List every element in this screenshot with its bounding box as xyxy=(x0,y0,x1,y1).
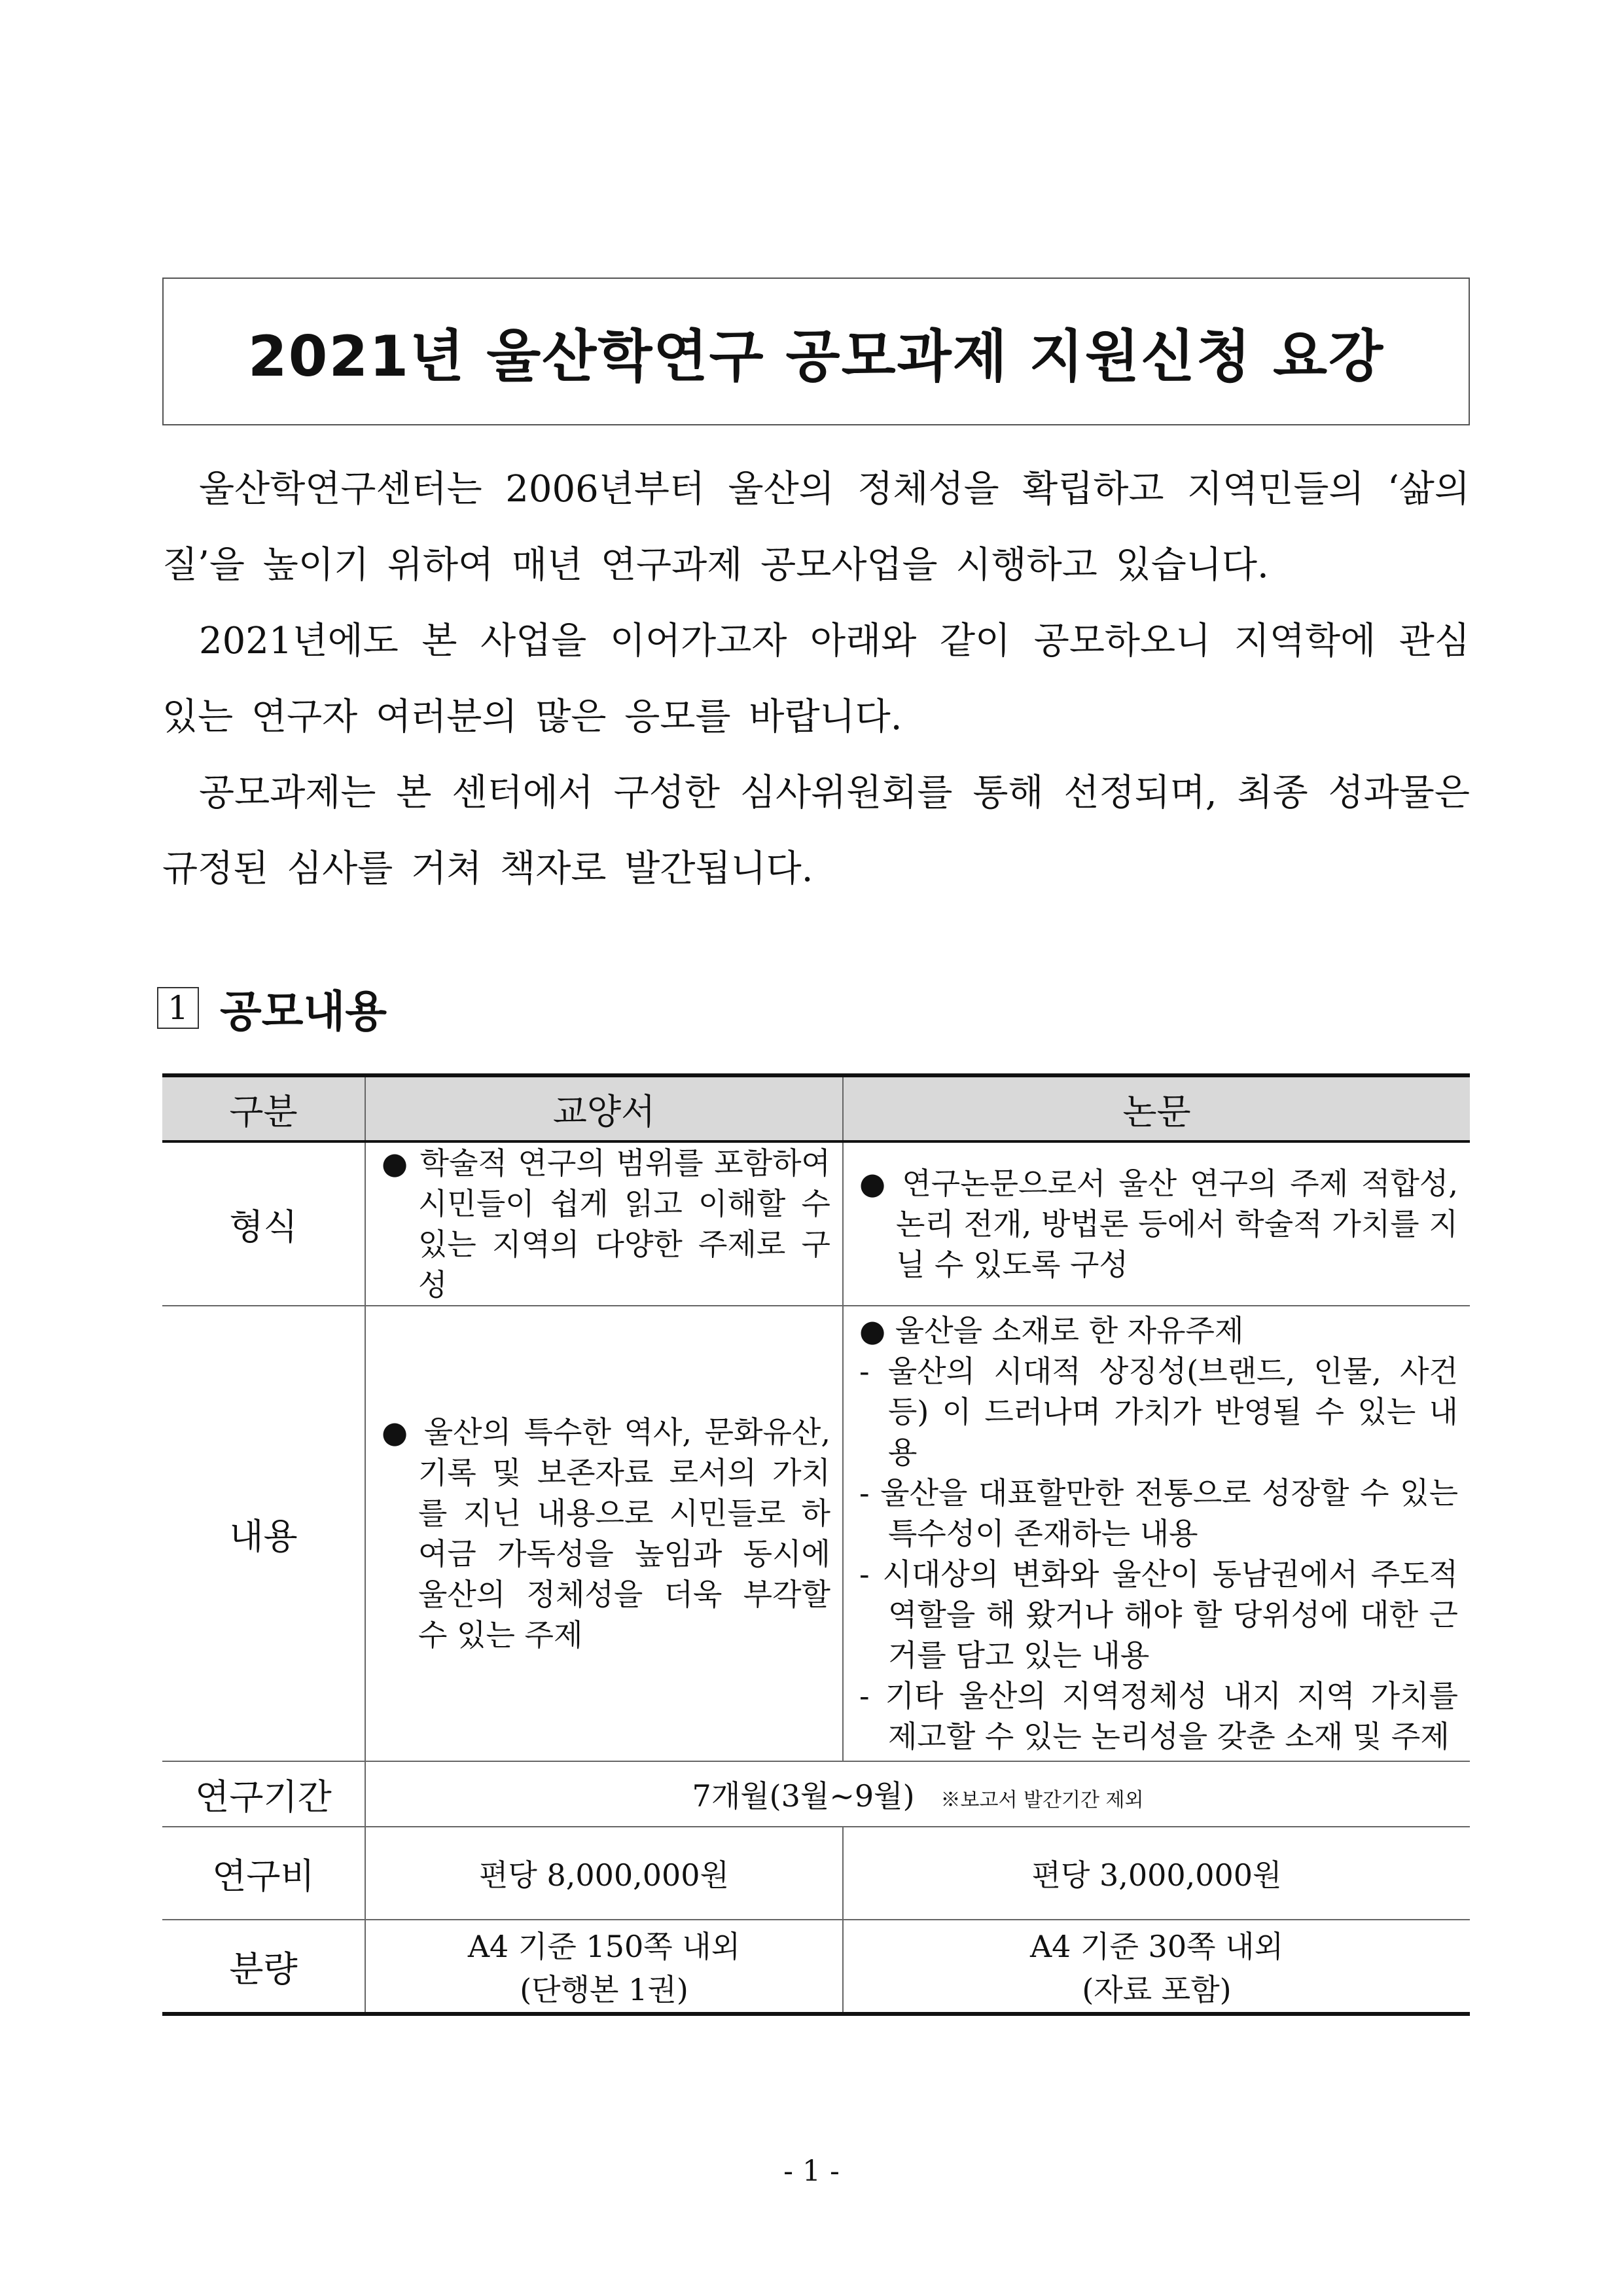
period-value: 7개월(3월~9월) xyxy=(692,1778,915,1814)
intro-text xyxy=(162,452,1470,907)
list-item: - 시대상의 변화와 울산이 동남권에서 주도적 역할을 해 왔거나 해야 할 당위성에 대한 근거를 담고 있는 내용 xyxy=(859,1556,1458,1673)
table-row-content xyxy=(162,1306,1470,1761)
table-row-volume xyxy=(162,1920,1470,2014)
header-category: 구분 xyxy=(162,1075,365,1141)
row-label-content: 내용 xyxy=(162,1306,365,1761)
content-book-text: ● 울산의 특수한 역사, 문화유산, 기록 및 보존자료 로서의 가치를 지닌 내용으로 시민들로 하여금 가독성을 높임과 동시에 울산의 정체성을 더욱 부각할 수 있는 주제 xyxy=(382,1414,830,1653)
table-header-row xyxy=(162,1075,1470,1141)
intro-paragraph: 2021년에도 본 사업을 이어가고자 아래와 같이 공모하오니 지역학에 관심 있는 연구자 여러분의 많은 응모를 바랍니다. xyxy=(162,620,1470,738)
intro-paragraph: 공모과제는 본 센터에서 구성한 심사위원회를 통해 선정되며, 최종 성과물은 규정된 심사를 거쳐 책자로 발간됩니다. xyxy=(162,772,1470,890)
list-item: - 울산을 대표할만한 전통으로 성장할 수 있는 특수성이 존재하는 내용 xyxy=(859,1475,1458,1551)
format-book-text: ● 학술적 연구의 범위를 포함하여 시민들이 쉽게 읽고 이해할 수 있는 지역의 다양한 주제로 구성 xyxy=(382,1145,830,1302)
header-book: 교양서 xyxy=(365,1075,843,1141)
volume-book-line: A4 기준 150쪽 내외 xyxy=(467,1929,741,1964)
row-label-budget: 연구비 xyxy=(162,1827,365,1920)
list-item: ● 울산을 소재로 한 자유주제 xyxy=(859,1313,1244,1348)
table-row-period xyxy=(162,1761,1470,1827)
list-item: - 기타 울산의 지역정체성 내지 지역 가치를 제고할 수 있는 논리성을 갖춘 소재 및 주제 xyxy=(859,1678,1458,1754)
contest-table xyxy=(162,1073,1470,2016)
format-book-cell xyxy=(365,1141,843,1306)
table-row-format xyxy=(162,1141,1470,1306)
format-paper-text: ● 연구논문으로서 울산 연구의 주제 적합성, 논리 전개, 방법론 등에서 학술적 가치를 지닐 수 있도록 구성 xyxy=(859,1166,1458,1282)
period-note: ※보고서 발간기간 제외 xyxy=(940,1789,1144,1812)
format-paper-cell xyxy=(843,1141,1470,1306)
volume-paper-line: (자료 포함) xyxy=(1082,1972,1232,2007)
section-heading xyxy=(157,977,387,1039)
document-title: 2021년 울산학연구 공모과제 지원신청 요강 xyxy=(247,324,1385,389)
page-number: - 1 - xyxy=(783,2155,840,2188)
row-label-volume: 분량 xyxy=(162,1920,365,2014)
header-paper: 논문 xyxy=(843,1075,1470,1141)
row-label-period: 연구기간 xyxy=(162,1761,365,1827)
table-row-budget xyxy=(162,1827,1470,1920)
content-book-cell xyxy=(365,1306,843,1761)
volume-paper-cell xyxy=(843,1920,1470,2014)
title-box xyxy=(162,278,1470,425)
period-cell xyxy=(365,1761,1470,1827)
content-paper-cell xyxy=(843,1306,1470,1761)
section-number: 1 xyxy=(157,987,199,1029)
row-label-format: 형식 xyxy=(162,1141,365,1306)
volume-book-line: (단행본 1권) xyxy=(520,1972,688,2007)
list-item: - 울산의 시대적 상징성(브랜드, 인물, 사건 등) 이 드러나며 가치가 반영될 수 있는 내용 xyxy=(859,1354,1458,1470)
intro-paragraph: 울산학연구센터는 2006년부터 울산의 정체성을 확립하고 지역민들의 ‘삶의 질’을 높이기 위하여 매년 연구과제 공모사업을 시행하고 있습니다. xyxy=(162,468,1470,586)
volume-book-cell xyxy=(365,1920,843,2014)
budget-book: 편당 8,000,000원 xyxy=(365,1827,843,1920)
section-title: 공모내용 xyxy=(220,986,387,1037)
budget-paper: 편당 3,000,000원 xyxy=(843,1827,1470,1920)
volume-paper-line: A4 기준 30쪽 내외 xyxy=(1029,1929,1284,1964)
